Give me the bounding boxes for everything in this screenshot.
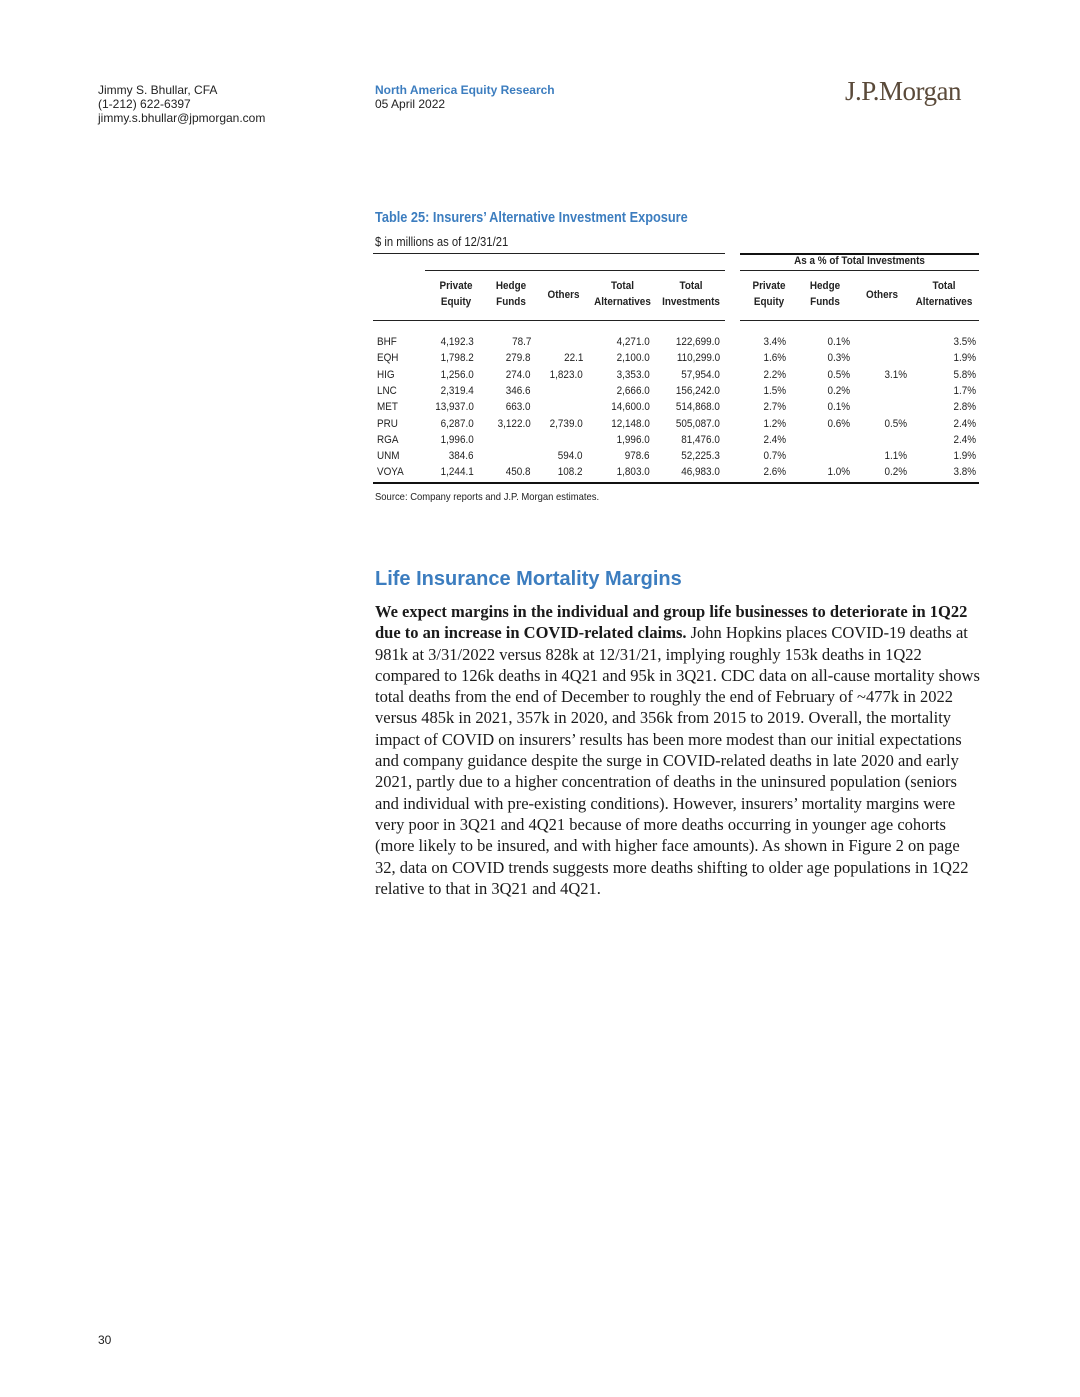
column-header-line: Total	[610, 280, 634, 292]
table-cell: 1.9%	[953, 450, 976, 463]
table-cell: 1.1%	[884, 450, 907, 463]
research-block	[375, 83, 555, 111]
table-cell: 0.5%	[884, 417, 907, 430]
table-cell: 2.7%	[763, 401, 786, 414]
table-rule	[740, 320, 979, 321]
table-cell: 13,937.0	[435, 401, 474, 414]
column-header-line: Alternatives	[915, 296, 973, 308]
table-rule	[740, 270, 979, 271]
table-cell: 505,087.0	[675, 417, 720, 430]
table-cell: 1.0%	[827, 466, 850, 479]
table-cell: 1,256.0	[440, 368, 474, 381]
table-cell: 6,287.0	[440, 417, 474, 430]
column-header	[912, 278, 977, 310]
section-title: Life Insurance Mortality Margins	[375, 568, 682, 590]
author-phone: (1-212) 622-6397	[98, 97, 191, 111]
column-header-line: Funds	[496, 296, 526, 308]
table-cell: 78.7	[511, 336, 531, 348]
table-cell: 1,244.1	[440, 466, 474, 479]
author-email[interactable]: jimmy.s.bhullar@jpmorgan.com	[98, 111, 266, 125]
table-cell: 279.8	[506, 352, 531, 365]
column-header	[860, 287, 903, 303]
table-cell: 46,983.0	[681, 466, 720, 479]
row-ticker: UNM	[377, 450, 400, 463]
table-cell: 1,996.0	[616, 433, 650, 446]
table-cell: 3.1%	[884, 368, 907, 381]
column-header	[431, 278, 481, 310]
table-cell: 108.2	[558, 466, 583, 479]
section-lead-bold: We expect margins in the individual and group life businesses to deteriorate in 1Q22 due to an increase in COVID-related claims.	[375, 602, 968, 643]
table-cell: 0.5%	[827, 368, 850, 381]
row-ticker: EQH	[377, 352, 399, 365]
column-header-line: Hedge	[495, 280, 527, 292]
table-cell: 2,666.0	[616, 384, 650, 397]
table-cell: 2.6%	[763, 466, 786, 479]
row-ticker: RGA	[377, 433, 399, 446]
column-header-line: Equity	[440, 296, 472, 308]
author-name: Jimmy S. Bhullar, CFA	[98, 83, 218, 97]
table-cell: 1,803.0	[616, 466, 650, 479]
table-cell: 110,299.0	[676, 352, 720, 365]
table-cell: 22.1	[563, 352, 583, 365]
table-cell: 663.0	[506, 401, 531, 414]
column-header	[744, 278, 794, 310]
table-rule	[373, 482, 979, 484]
department-label: North America Equity Research	[375, 83, 555, 97]
table-cell: 0.2%	[884, 466, 907, 479]
column-header-line: Private	[439, 280, 473, 292]
column-header	[803, 278, 846, 310]
table-title: Table 25: Insurers’ Alternative Investment Exposure	[375, 210, 688, 226]
table-cell: 0.3%	[827, 352, 850, 365]
column-header-line: Hedge	[809, 280, 841, 292]
table-cell: 2,100.0	[616, 352, 650, 365]
column-header-line: Total	[679, 280, 703, 292]
table-cell: 5.8%	[953, 368, 976, 381]
table-cell: 4,192.3	[440, 336, 474, 348]
table-cell: 14,600.0	[611, 401, 650, 414]
table-cell: 1.7%	[953, 384, 976, 397]
column-header-line: Others	[866, 289, 898, 301]
jpmorgan-logo: J.P.Morgan	[845, 76, 962, 106]
table-rule	[373, 320, 725, 321]
table-cell: 0.1%	[827, 401, 850, 414]
table-subtitle: $ in millions as of 12/31/21	[375, 235, 509, 249]
row-ticker: MET	[377, 401, 398, 414]
table-cell: 0.6%	[827, 417, 850, 430]
table-cell: 346.6	[506, 384, 531, 397]
table-rule	[373, 253, 725, 254]
table-cell: 3,122.0	[497, 417, 531, 430]
table-cell: 2.8%	[953, 401, 976, 414]
table-cell: 2.4%	[763, 433, 786, 446]
table-cell: 81,476.0	[681, 433, 720, 446]
table-cell: 57,954.0	[681, 368, 720, 381]
table-cell: 1,823.0	[549, 368, 583, 381]
table-cell: 1.6%	[763, 352, 786, 365]
table-cell: 1.9%	[953, 352, 976, 365]
column-header	[543, 287, 584, 303]
column-header	[588, 278, 656, 310]
report-date: 05 April 2022	[375, 97, 446, 111]
table-cell: 12,148.0	[611, 417, 650, 430]
table-cell: 3,353.0	[616, 368, 650, 381]
row-ticker: BHF	[377, 336, 397, 348]
table-cell: 122,699.0	[675, 336, 720, 348]
table-cell: 3.8%	[953, 466, 976, 479]
column-header-line: Total	[932, 280, 956, 292]
table-cell: 1,798.2	[440, 352, 474, 365]
table-cell: 1.5%	[763, 384, 786, 397]
table-cell: 594.0	[558, 450, 583, 463]
column-header-line: Funds	[810, 296, 840, 308]
table-cell: 4,271.0	[616, 336, 650, 348]
table-cell: 52,225.3	[681, 450, 720, 463]
row-ticker: HIG	[377, 368, 395, 381]
row-ticker: LNC	[377, 384, 397, 397]
column-header-line: Others	[547, 289, 579, 301]
page-number: 30	[98, 1333, 112, 1347]
alternative-investment-table	[373, 252, 979, 484]
author-block	[98, 83, 265, 125]
table-cell: 3.5%	[953, 336, 976, 348]
column-header-line: Alternatives	[593, 296, 651, 308]
group-header: As a % of Total Investments	[794, 255, 925, 267]
table-cell: 2,319.4	[440, 384, 474, 397]
section-body	[375, 601, 980, 899]
table-cell: 0.1%	[827, 336, 850, 348]
table-cell: 2.4%	[953, 433, 976, 446]
table-cell: 384.6	[449, 450, 474, 463]
table-cell: 514,868.0	[675, 401, 720, 414]
table-cell: 0.7%	[763, 450, 786, 463]
row-ticker: PRU	[377, 417, 398, 430]
table-cell: 3.4%	[763, 336, 786, 348]
table-cell: 1.2%	[763, 417, 786, 430]
table-cell: 450.8	[506, 466, 531, 479]
table-cell: 978.6	[625, 450, 650, 463]
column-header	[659, 278, 724, 310]
table-cell: 156,242.0	[675, 384, 720, 397]
table-cell: 2.2%	[763, 368, 786, 381]
column-header-line: Equity	[753, 296, 785, 308]
table-cell: 2,739.0	[549, 417, 583, 430]
table-rule	[425, 270, 725, 271]
table-cell: 1,996.0	[440, 433, 474, 446]
column-header-line: Investments	[662, 296, 720, 308]
table-cell: 0.2%	[827, 384, 850, 397]
column-header-line: Private	[752, 280, 786, 292]
row-ticker: VOYA	[377, 466, 404, 479]
table-cell: 274.0	[506, 368, 531, 381]
column-header	[489, 278, 534, 310]
table-source: Source: Company reports and J.P. Morgan estimates.	[375, 491, 600, 503]
table-cell: 2.4%	[953, 417, 976, 430]
section-body-text: John Hopkins places COVID-19 deaths at 981k at 3/31/2022 versus 828k at 12/31/21, implying roughly 153k deaths in 1Q22 compared to 126k deaths in 4Q21 and 95k in 3Q21. CDC data on all-cause mortality shows total deaths from the end of December to roughly the end of February of ~477k in 2022 versus 485k in 2021, 357k in 2020, and 356k from 2015 to 2019. Overall, the mortality impact of COVID on insurers’ results has been more modest than our initial expectations and company guidance despite the surge in COVID-related deaths in late 2020 and early 2021, partly due to a higher concentration of deaths in the uninsured population (seniors and individual with pre-existing conditions). However, insurers’ mortality margins were very poor in 3Q21 and 4Q21 because of more deaths occurring in younger age cohorts (more likely to be insured, and with higher face amounts). As shown in Figure 2 on page 32, data on COVID trends suggests more deaths shifting to older age populations in 1Q22 relative to that in 3Q21 and 4Q21.	[375, 623, 980, 898]
